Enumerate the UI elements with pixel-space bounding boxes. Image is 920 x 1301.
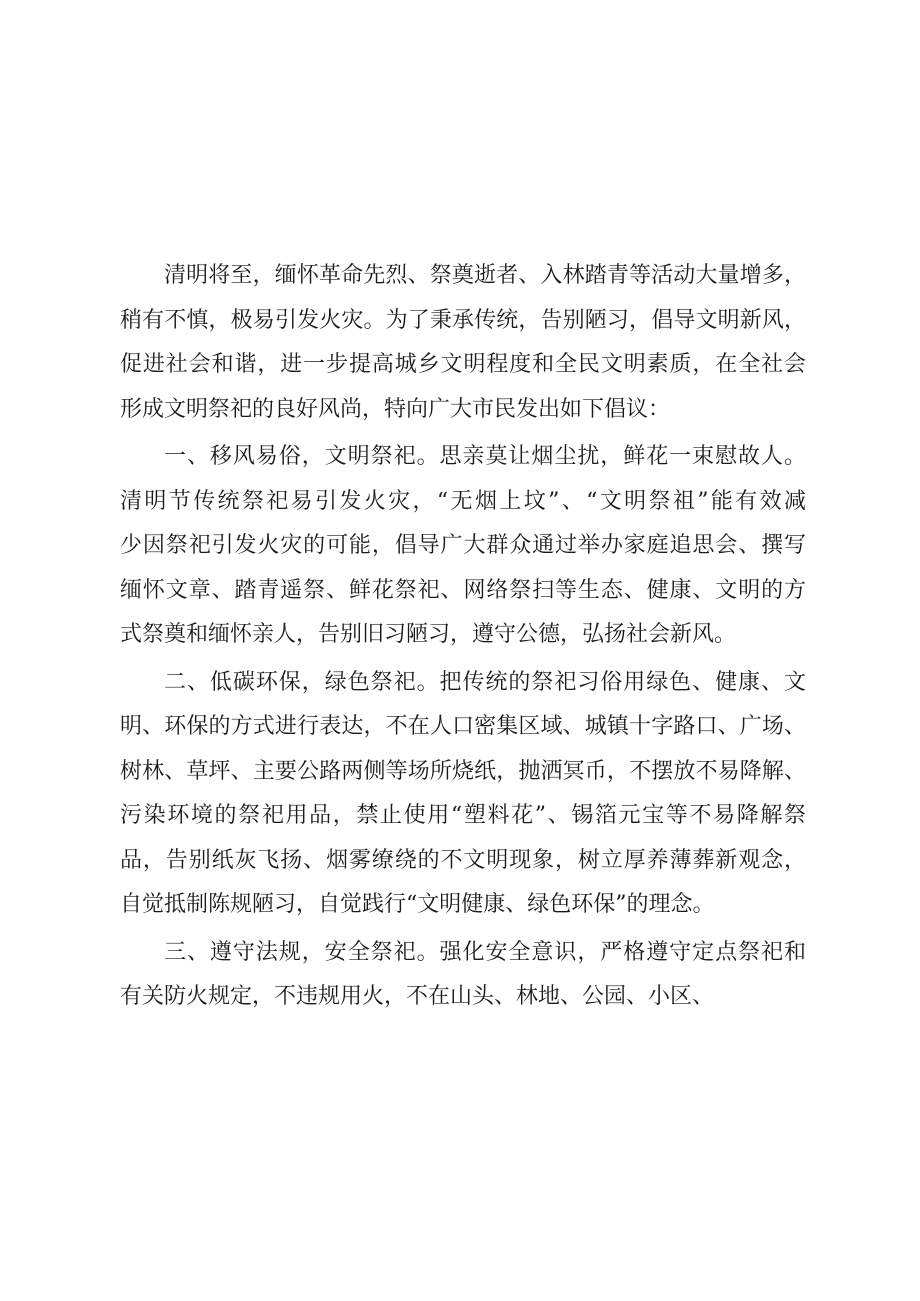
text-line: 有关防火规定，不违规用火，不在山头、林地、公园、小区、 [120,984,715,1009]
text-line: 式祭奠和缅怀亲人，告别旧习陋习，遵守公德，弘扬社会新风。 [120,622,737,647]
text-line: 稍有不慎，极易引发火灾。为了秉承传统，告别陋习，倡导文明新风， [120,307,806,333]
text-line: 形成文明祭祀的良好风尚，特向广大市民发出如下倡议： [120,396,671,422]
text-line: 二、低碳环保，绿色祭祀。把传统的祭祀习俗用绿色、健康、文 [164,669,806,695]
text-line: 品，告别纸灰飞扬、烟雾缭绕的不文明现象，树立厚养薄葬新观念， [120,847,806,873]
text-line: 清明节传统祭祀易引发火灾，“无烟上坟”、“文明祭祖”能有效减 [120,488,806,514]
text-line: 明、环保的方式进行表达，不在人口密集区域、城镇十字路口、广场、 [120,714,806,739]
paragraph-item-2 [120,661,806,928]
text-line: 一、移风易俗，文明祭祀。思亲莫让烟尘扰，鲜花一束慰故人。 [164,444,806,469]
paragraph-item-3 [120,931,806,1020]
text-line: 三、遵守法规，安全祭祀。强化安全意识，严格遵守定点祭祀和 [164,939,806,965]
text-line: 树林、草坪、主要公路两侧等场所烧纸，抛洒冥币，不摆放不易降解、 [120,758,806,784]
text-line: 缅怀文章、踏青遥祭、鲜花祭祀、网络祭扫等生态、健康、文明的方 [120,577,806,603]
text-line: 清明将至，缅怀革命先烈、祭奠逝者、入林踏青等活动大量增多， [164,263,806,288]
text-line: 促进社会和谐，进一步提高城乡文明程度和全民文明素质，在全社会 [120,352,806,377]
paragraph-item-1 [120,435,806,658]
text-line: 污染环境的祭祀用品，禁止使用“塑料花”、锡箔元宝等不易降解祭 [120,803,806,828]
document-body [120,254,806,1020]
text-line: 少因祭祀引发火灾的可能，倡导广大群众通过举办家庭追思会、撰写 [120,533,806,558]
text-line: 自觉抵制陈规陋习，自觉践行“文明健康、绿色环保”的理念。 [120,892,715,917]
paragraph-intro [120,254,806,432]
